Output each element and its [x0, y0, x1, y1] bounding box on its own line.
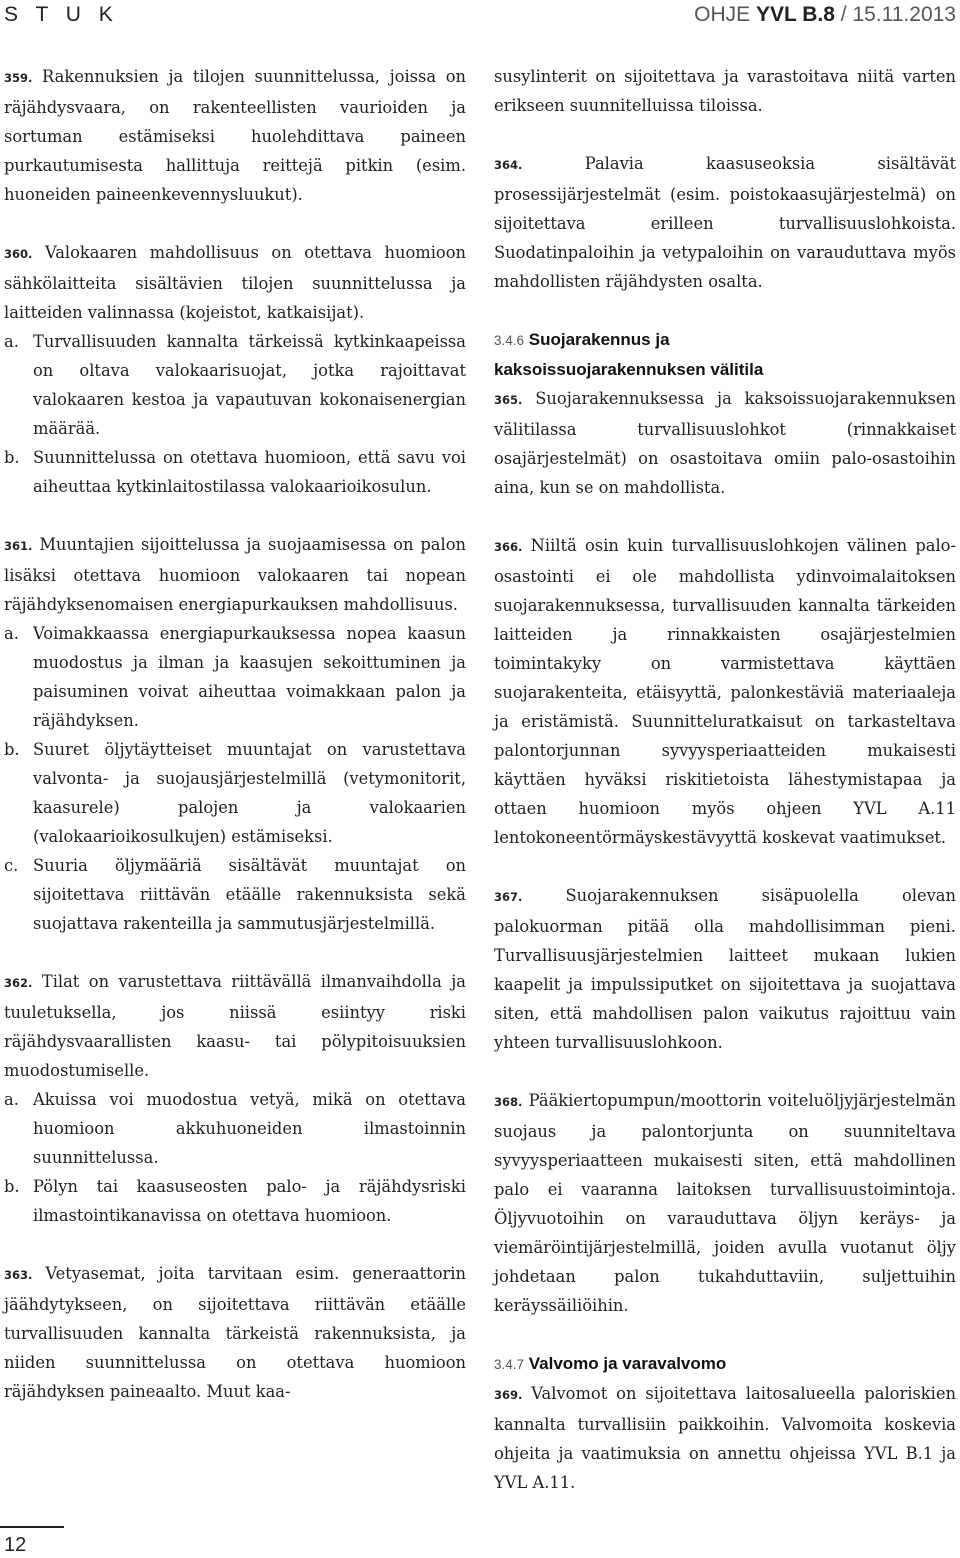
paragraph-364 — [494, 149, 956, 296]
header-guide-prefix: OHJE — [694, 3, 756, 26]
subitem-letter: a. — [4, 624, 19, 643]
paragraph-number: 366. — [494, 540, 523, 554]
section-title: Valvomo ja varavalvomo — [528, 1354, 727, 1373]
paragraph-number: 367. — [494, 890, 523, 904]
paragraph-368 — [494, 1086, 956, 1320]
section-number: 3.4.6 — [494, 333, 525, 348]
subitem-361c — [4, 851, 466, 938]
paragraph-text: Valokaaren mahdollisuus on otettava huomioon sähkölaitteita sisältävien tilojen suunnittelussa ja laitteiden valinnassa (kojeistot, katkaisijat). — [4, 243, 466, 322]
paragraph-number: 364. — [494, 158, 523, 172]
subitem-letter: b. — [4, 448, 20, 467]
paragraph-362 — [4, 967, 466, 1085]
paragraph-367 — [494, 881, 956, 1057]
paragraph-359 — [4, 62, 466, 209]
paragraph-number: 368. — [494, 1095, 523, 1109]
paragraph-text: Valvomot on sijoitettava laitosalueella paloriskien kannalta turvallisiin paikkoihin. Valvomoita koskevia ohjeita ja vaatimuksia on annettu ohjeissa YVL B.1 ja YVL A.11. — [494, 1384, 956, 1492]
section-number: 3.4.7 — [494, 1357, 525, 1372]
paragraph-366 — [494, 531, 956, 852]
paragraph-number: 363. — [4, 1268, 33, 1282]
paragraph-number: 359. — [4, 71, 33, 85]
subitem-text: Suunnittelussa on otettava huomioon, että savu voi aiheuttaa kytkinlaitostilassa valokaarioikosulun. — [33, 448, 466, 496]
paragraph-369 — [494, 1379, 956, 1497]
subitem-text: Suuria öljymääriä sisältävät muuntajat on sijoitettava riittävän etäälle rakennuksista sekä suojattava rakenteilla ja sammutusjärjestelmillä. — [33, 856, 466, 933]
paragraph-number: 369. — [494, 1388, 523, 1402]
subitem-text: Pölyn tai kaasuseosten palo- ja räjähdysriski ilmastointikanavissa on otettava huomioon. — [33, 1177, 466, 1225]
paragraph-365 — [494, 384, 956, 502]
subitem-text: Turvallisuuden kannalta tärkeissä kytkinkaapeissa on oltava valokaarisuojat, jotka rajoittavat valokaaren kestoa ja vapautuvan kokonaisenergian määrää. — [33, 332, 466, 438]
subitem-text: Akuissa voi muodostua vetyä, mikä on otettava huomioon akkuhuoneiden ilmastoinnin suunnittelussa. — [33, 1090, 466, 1167]
footer-rule — [0, 1526, 64, 1528]
subitem-text: Voimakkaassa energiapurkauksessa nopea kaasun muodostus ja ilman ja kaasujen sekoittuminen ja paisuminen voivat aiheuttaa voimakkaan palon ja räjähdyksen. — [33, 624, 466, 730]
paragraph-text: Suojarakennuksessa ja kaksoissuojarakennuksen välitilassa turvallisuuslohkot (rinnakkaiset osajärjestelmät) on osastoitava omiin palo-osastoihin aina, kun se on mahdollista. — [494, 389, 956, 497]
page-header — [0, 2, 960, 36]
left-column — [4, 62, 466, 1406]
header-organization: S T U K — [4, 3, 119, 26]
subitem-360a — [4, 327, 466, 443]
paragraph-361 — [4, 530, 466, 619]
subitem-360b — [4, 443, 466, 501]
subitem-text: Suuret öljytäytteiset muuntajat on varustettava valvonta- ja suojausjärjestelmillä (vetymonitorit, kaasurele) palojen ja valokaarien (valokaarioikosulkujen) estämiseksi. — [33, 740, 466, 846]
subitem-letter: b. — [4, 1177, 20, 1196]
paragraph-number: 365. — [494, 393, 523, 407]
paragraph-363-continued: susylinterit on sijoitettava ja varastoitava niitä varten erikseen suunnitelluissa tiloissa. — [494, 67, 956, 115]
section-title: Suojarakennus ja — [528, 330, 670, 349]
subitem-letter: a. — [4, 332, 19, 351]
paragraph-number: 361. — [4, 539, 33, 553]
section-heading-3-4-7 — [494, 1349, 956, 1379]
paragraph-text: Pääkiertopumpun/moottorin voiteluöljyjärjestelmän suojaus ja palontorjunta on suunniteltava syvyysperiaatteen mukaisesti siten, että mahdollinen palo ei vaaranna laitoksen turvallisuustoimintoja. Öljyvuotoihin on varauduttava öljyn keräys- ja viemäröintijärjestelmillä, joiden avulla vuotanut öljy johdetaan palon tukahduttaviin, suljettuihin keräyssäiliöihin. — [494, 1091, 956, 1315]
paragraph-text: Vetyasemat, joita tarvitaan esim. generaattorin jäähdytykseen, on sijoitettava riittävän etäälle turvallisuuden kannalta tärkeistä rakennuksista, ja niiden suunnittelussa on otettava huomioon räjähdyksen paineaalto. Muut kaa- — [4, 1264, 466, 1401]
subitem-letter: c. — [4, 856, 19, 875]
header-guide-reference — [694, 2, 956, 28]
paragraph-text: Palavia kaasuseoksia sisältävät prosessijärjestelmät (esim. poistokaasujärjestelmä) on sijoitettava erilleen turvallisuuslohkoista. Suodatinpaloihin ja vetypaloihin on varauduttava myös mahdollisten räjähdysten osalta. — [494, 154, 956, 291]
section-heading-3-4-6 — [494, 325, 956, 355]
header-guide-code: YVL B.8 — [755, 3, 835, 26]
paragraph-text: Suojarakennuksen sisäpuolella olevan palokuorman pitää olla mahdollisimman pieni. Turvallisuusjärjestelmien laitteet mukaan lukien kaapelit ja impulssiputket on sijoitettava ja suojattava siten, että mahdollisen palon vaikutus rajoittuu vain yhteen turvallisuuslohkoon. — [494, 886, 956, 1052]
subitem-letter: a. — [4, 1090, 19, 1109]
page-number: 12 — [4, 1534, 27, 1556]
subitem-362b — [4, 1172, 466, 1230]
paragraph-text: Rakennuksien ja tilojen suunnittelussa, joissa on räjähdysvaara, on rakenteellisten vaurioiden ja sortuman estämiseksi huolehdittava paineen purkautumisesta hallittuja reittejä pitkin (esim. huoneiden paineenkevennysluukut). — [4, 67, 466, 204]
paragraph-text: Muuntajien sijoittelussa ja suojaamisessa on palon lisäksi otettava huomioon valokaaren tai nopean räjähdyksenomaisen energiapurkauksen mahdollisuus. — [4, 535, 466, 614]
paragraph-text: Tilat on varustettava riittävällä ilmanvaihdolla ja tuuletuksella, jos niissä esiintyy riski räjähdysvaarallisten kaasu- tai pölypitoisuuksien muodostumiselle. — [4, 972, 466, 1080]
paragraph-number: 362. — [4, 976, 33, 990]
subitem-362a — [4, 1085, 466, 1172]
paragraph-number: 360. — [4, 247, 33, 261]
paragraph-text: Niiltä osin kuin turvallisuuslohkojen välinen palo-osastointi ei ole mahdollista ydinvoimalaitoksen suojarakennuksessa, turvallisuuden kannalta tärkeiden laitteiden ja rinnakkaisten osajärjestelmien toimintakyky on varmistettava käyttäen suojarakenteita, etäisyyttä, palonkestäviä materiaaleja ja eristämistä. Suunnitteluratkaisut on tarkasteltava palontorjunnan syvyysperiaatteiden mukaisesti käyttäen hyväksi riskitietoista lähestymistapaa ja ottaen huomioon myös ohjeen YVL A.11 lentokoneentörmäyskestävyyttä koskevat vaatimukset. — [494, 536, 956, 847]
subitem-361a — [4, 619, 466, 735]
paragraph-360 — [4, 238, 466, 327]
paragraph-363 — [4, 1259, 466, 1406]
right-column — [494, 62, 956, 1497]
subitem-361b — [4, 735, 466, 851]
header-guide-date: / 15.11.2013 — [834, 3, 956, 26]
section-heading-3-4-6-line2: kaksoissuojarakennuksen välitila — [494, 360, 764, 379]
subitem-letter: b. — [4, 740, 20, 759]
